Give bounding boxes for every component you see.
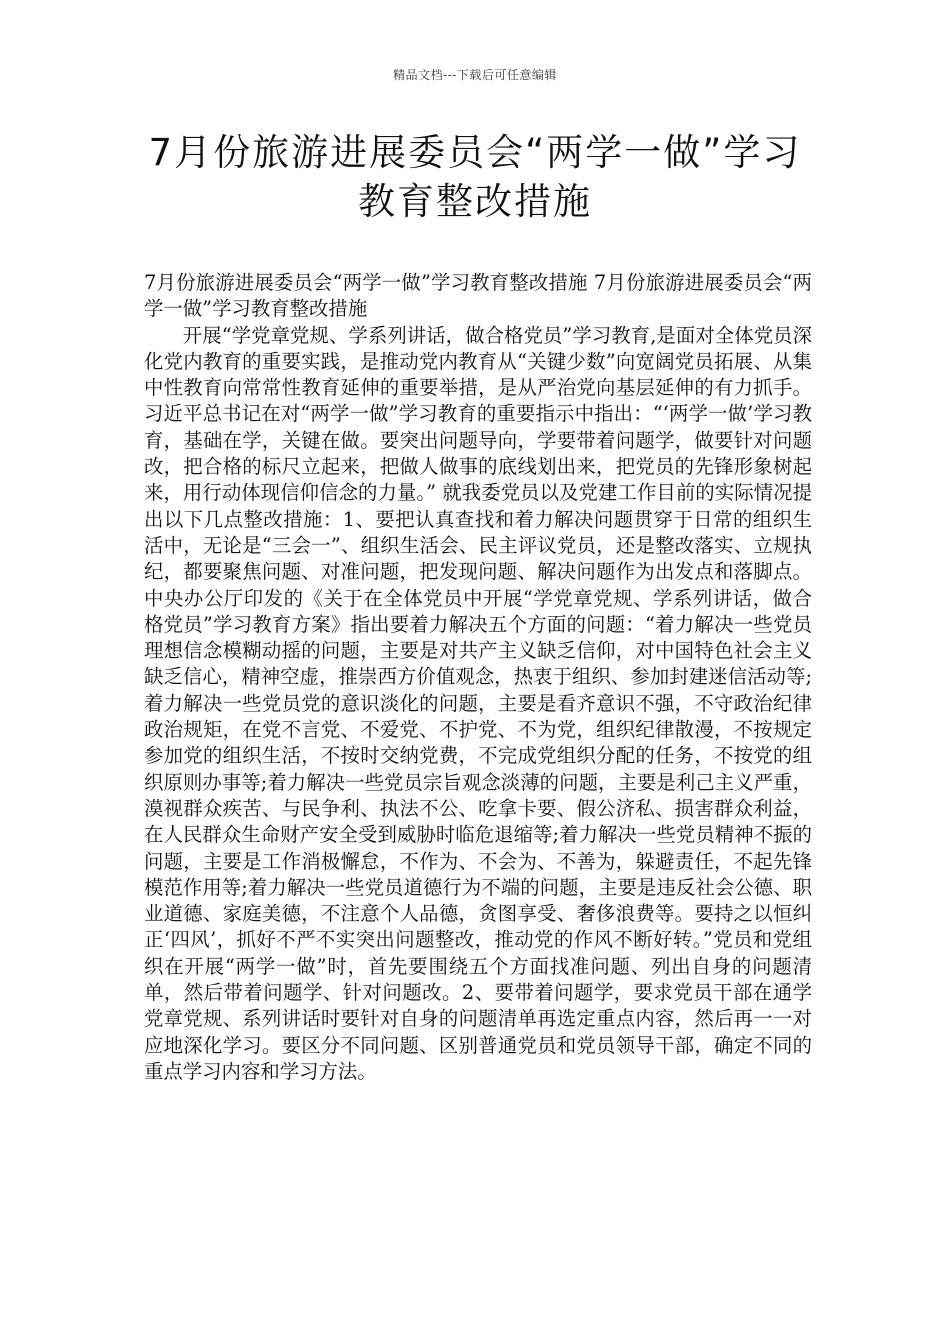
body-paragraph: 开展“学党章党规、学系列讲话，做合格党员”学习教育,是面对全体党员深化党内教育的重要实践，是推动党内教育从“关键少数”向宽阔党员拓展、从集中性教育向常常性教育延伸的重要举措，是从严治党向基层延伸的有力抓手。习近平总书记在对“两学一做”学习教育的重要指示中指出：“‘两学一做’学习教育，基础在学，关键在做。要突出问题导向，学要带着问题学，做要针对问题改，把合格的标尺立起来，把做人做事的底线划出来，把党员的先锋形象树起来，用行动体现信仰信念的力量。” 就我委党员以及党建工作目前的实际情况提出以下几点整改措施：1、要把认真查找和着力解决问题贯穿于日常的组织生活中，无论是“三会一”、组织生活会、民主评议党员，还是整改落实、立规执纪，都要聚焦问题、对准问题，把发现问题、解决问题作为出发点和落脚点。中央办公厅印发的《关于在全体党员中开展“学党章党规、学系列讲话，做合格党员”学习教育方案》指出要着力解决五个方面的问题：“着力解决一些党员理想信念模糊动摇的问题，主要是对共产主义缺乏信仰，对中国特色社会主义缺乏信心，精神空虚，推崇西方价值观念，热衷于组织、参加封建迷信活动等;着力解决一些党员党的意识淡化的问题，主要是看齐意识不强，不守政治纪律政治规矩，在党不言党、不爱党、不护党、不为党，组织纪律散漫，不按规定参加党的组织生活，不按时交纳党费，不完成党组织分配的任务，不按党的组织原则办事等;着力解决一些党员宗旨观念淡薄的问题，主要是利己主义严重，漠视群众疾苦、与民争利、执法不公、吃拿卡要、假公济私、损害群众利益，在人民群众生命财产安全受到威胁时临危退缩等;着力解决一些党员精神不振的问题，主要是工作消极懈怠，不作为、不会为、不善为，躲避责任，不起先锋模范作用等;着力解决一些党员道德行为不端的问题，主要是违反社会公德、职业道德、家庭美德，不注意个人品德，贪图享受、奢侈浪费等。要持之以恒纠正‘四风’，抓好不严不实突出问题整改，推动党的作风不断好转。”党员和党组织在开展“两学一做”时，首先要围绕五个方面找准问题、列出自身的问题清单，然后带着问题学、针对问题改。2、要带着问题学，要求党员干部在通学党章党规、系列讲话时要针对自身的问题清单再选定重点内容，然后再一一对应地深化学习。要区分不同问题、区别普通党员和党员领导干部，确定不同的重点学习内容和学习方法。: [144, 323, 812, 1083]
document-body: [144, 270, 812, 1085]
intro-paragraph: 7月份旅游进展委员会“两学一做”学习教育整改措施 7月份旅游进展委员会“两学一做”学习教育整改措施: [144, 271, 812, 321]
document-title: 7月份旅游进展委员会“两学一做”学习教育整改措施: [148, 131, 802, 223]
page-header: 精品文档---下载后可任意编辑: [393, 68, 557, 82]
